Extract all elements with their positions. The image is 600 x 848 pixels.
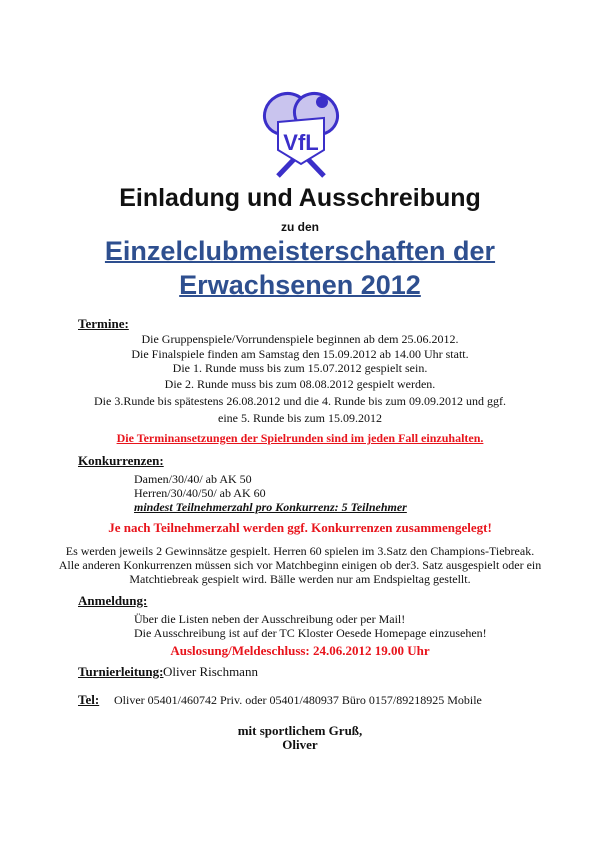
anmeldung-heading: Anmeldung:: [78, 593, 148, 608]
event-title-line-1: Einzelclubmeisterschaften der: [104, 236, 496, 266]
event-title-line-2: Erwachsenen 2012: [179, 270, 421, 300]
turnierleitung-name: Oliver Rischmann: [163, 664, 258, 679]
turnierleitung-label: Turnierleitung:: [78, 664, 164, 679]
termine-warning: Die Terminansetzungen der Spielrunden sind im jeden Fall einzuhalten.: [116, 431, 484, 445]
anmeldung-line: Über die Listen neben der Ausschreibung oder per Mail!: [134, 612, 406, 626]
subtitle: zu den: [281, 220, 319, 234]
vfl-logo: [258, 88, 344, 180]
closing-name: Oliver: [282, 737, 318, 752]
rules-line: Alle anderen Konkurrenzen müssen sich vor Matchbeginn einigen ob der3. Satz ausgespielt oder ein: [58, 558, 542, 572]
tel-value: Oliver 05401/460742 Priv. oder 05401/480937 Büro 0157/89218925 Mobile: [114, 693, 482, 707]
termine-line: Die Gruppenspiele/Vorrundenspiele beginnen ab dem 25.06.2012.: [141, 332, 459, 346]
closing-greeting: mit sportlichem Gruß,: [237, 723, 363, 738]
konkurrenz-item: Damen/30/40/ ab AK 50: [134, 472, 252, 486]
termine-line: Die 2. Runde muss bis zum 08.08.2012 gespielt werden.: [164, 377, 436, 391]
registration-deadline: Auslosung/Meldeschluss: 24.06.2012 19.00 Uhr: [170, 643, 430, 658]
tel-label: Tel:: [78, 692, 100, 707]
termine-line: eine 5. Runde bis zum 15.09.2012: [218, 411, 382, 425]
document-title: Einladung und Ausschreibung: [119, 184, 481, 212]
termine-line: Die 1. Runde muss bis zum 15.07.2012 gespielt sein.: [172, 361, 428, 375]
konkurrenzen-warning: Je nach Teilnehmerzahl werden ggf. Konkurrenzen zusammengelegt!: [108, 520, 492, 535]
konkurrenzen-heading: Konkurrenzen:: [78, 453, 164, 468]
termine-line: Die Finalspiele finden am Samstag den 15.09.2012 ab 14.00 Uhr statt.: [131, 347, 469, 361]
minimum-participants: mindest Teilnehmerzahl pro Konkurrenz: 5 Teilnehmer: [134, 500, 407, 514]
anmeldung-line: Die Ausschreibung ist auf der TC Kloster Oesede Homepage einzusehen!: [134, 626, 487, 640]
konkurrenz-item: Herren/30/40/50/ ab AK 60: [134, 486, 266, 500]
rules-line: Matchtiebreak gespielt wird. Bälle werden nur am Endspieltag gestellt.: [129, 572, 471, 586]
svg-text:VfL: VfL: [283, 130, 319, 155]
termine-heading: Termine:: [78, 316, 129, 331]
rules-line: Es werden jeweils 2 Gewinnsätze gespielt. Herren 60 spielen im 3.Satz den Champions-Tiebreak.: [65, 544, 535, 558]
termine-line: Die 3.Runde bis spätestens 26.08.2012 und die 4. Runde bis zum 09.09.2012 und ggf.: [94, 394, 506, 408]
